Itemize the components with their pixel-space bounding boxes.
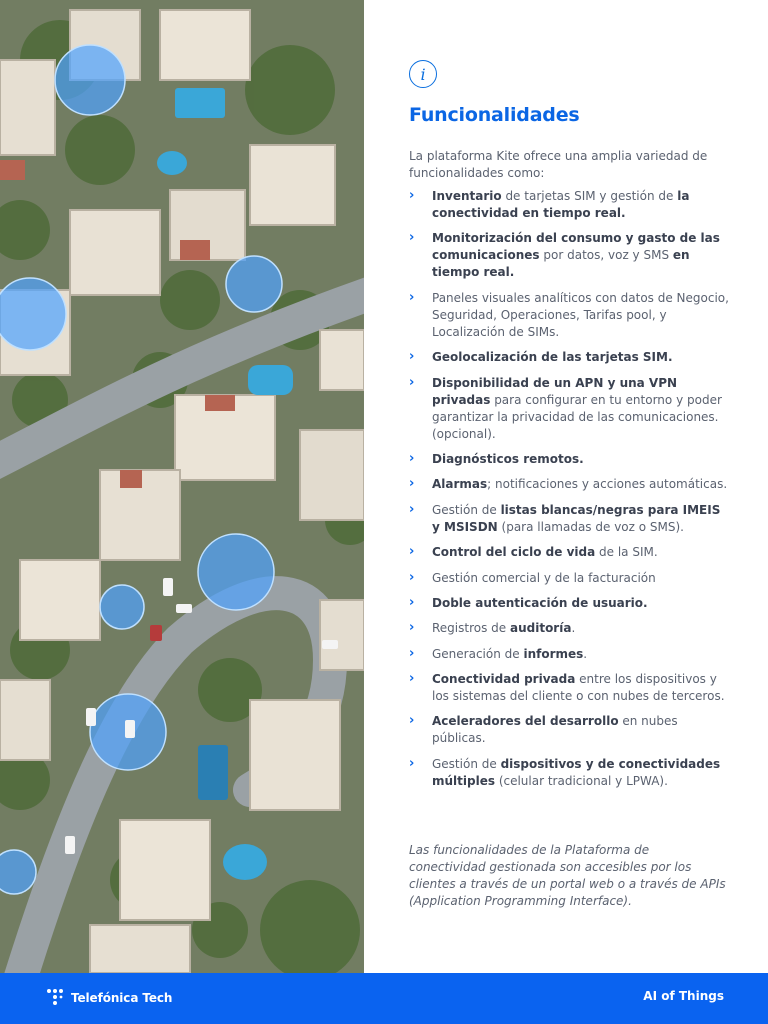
feature-text: (para llamadas de voz o SMS).: [497, 519, 684, 534]
feature-text-bold: auditoría: [509, 621, 572, 636]
feature-item: [409, 375, 729, 443]
feature-text: en nubes públicas.: [432, 714, 678, 746]
feature-item: [409, 451, 729, 468]
feature-text: Registros de: [432, 621, 510, 636]
feature-text-bold: Disponibilidad de un APN y una VPN privadas: [432, 375, 678, 407]
features-list: [409, 188, 729, 790]
feature-text-bold: dispositivos y de conectividades múltiples: [432, 756, 721, 788]
feature-text: de la SIM.: [595, 545, 658, 560]
footer-bar: [0, 973, 768, 1024]
section-title: Funcionalidades: [409, 104, 580, 126]
feature-item: [409, 756, 729, 790]
feature-text-bold: Inventario: [432, 189, 502, 203]
feature-text-bold: en tiempo real.: [432, 248, 690, 280]
aerial-illustration: [0, 0, 364, 973]
feature-text-bold: Alarmas: [432, 477, 488, 492]
feature-text-bold: Control del ciclo de vida: [432, 545, 596, 560]
tagline: AI of Things: [643, 989, 724, 1003]
section-intro: La plataforma Kite ofrece una amplia variedad de funcionalidades como:: [409, 149, 708, 180]
brand[interactable]: [46, 988, 172, 1008]
feature-item: [409, 502, 729, 536]
feature-text: Gestión comercial y de la facturación: [432, 570, 656, 585]
feature-item: [409, 570, 729, 587]
feature-text: para configurar en tu entorno y poder garantizar la privacidad de las comunicaciones.(opcional).: [432, 392, 722, 441]
telefonica-logo-icon: [46, 988, 66, 1008]
feature-text-bold: la conectividad en tiempo real.: [432, 189, 690, 220]
aerial-photo: [0, 0, 364, 973]
feature-text-bold: listas blancas/negras para IMEIS y MSISDN: [432, 502, 721, 534]
feature-text-bold: Geolocalización de las tarjetas SIM.: [432, 350, 673, 365]
feature-text: .: [583, 646, 588, 661]
feature-text-bold: Monitorización del consumo y gasto de las comunicaciones: [432, 231, 720, 263]
feature-text-bold: Conectividad privada: [432, 672, 576, 687]
feature-item: [409, 646, 729, 663]
feature-item: [409, 188, 729, 222]
feature-item: [409, 544, 729, 561]
feature-item: [409, 349, 729, 366]
feature-item: [409, 713, 729, 747]
feature-text: .: [571, 621, 576, 636]
feature-text-bold: informes: [523, 646, 584, 661]
feature-item: [409, 671, 729, 705]
feature-text: de tarjetas SIM y gestión de: [501, 189, 678, 203]
feature-text: Gestión de: [432, 502, 501, 517]
feature-item: [409, 476, 729, 493]
feature-text: por datos, voz y SMS: [539, 248, 673, 263]
feature-text: Paneles visuales analíticos con datos de Negocio, Seguridad, Operaciones, Tarifas pool, y Localización de SIMs.: [432, 290, 729, 339]
feature-text: entre los dispositivos y los sistemas del cliente o con nubes de terceros.: [432, 672, 725, 704]
info-icon: i: [409, 60, 437, 88]
feature-text-bold: Aceleradores del desarrollo: [432, 714, 619, 729]
feature-item: [409, 595, 729, 612]
features-section: [409, 60, 729, 798]
footnote: Las funcionalidades de la Plataforma de conectividad gestionada son accesibles por los clientes a través de un portal web o a través de APIs (Application Programming Interface).: [409, 843, 726, 908]
feature-item: [409, 230, 729, 281]
feature-text: ; notificaciones y acciones automáticas.: [487, 477, 728, 492]
feature-text-bold: Diagnósticos remotos.: [432, 451, 584, 466]
brand-name: Telefónica Tech: [71, 991, 173, 1005]
feature-text: (celular tradicional y LPWA).: [495, 773, 668, 788]
feature-text: Generación de: [432, 646, 524, 661]
feature-text-bold: Doble autenticación de usuario.: [432, 595, 648, 610]
feature-text: Gestión de: [432, 756, 501, 771]
feature-item: [409, 620, 729, 637]
feature-item: [409, 290, 729, 341]
